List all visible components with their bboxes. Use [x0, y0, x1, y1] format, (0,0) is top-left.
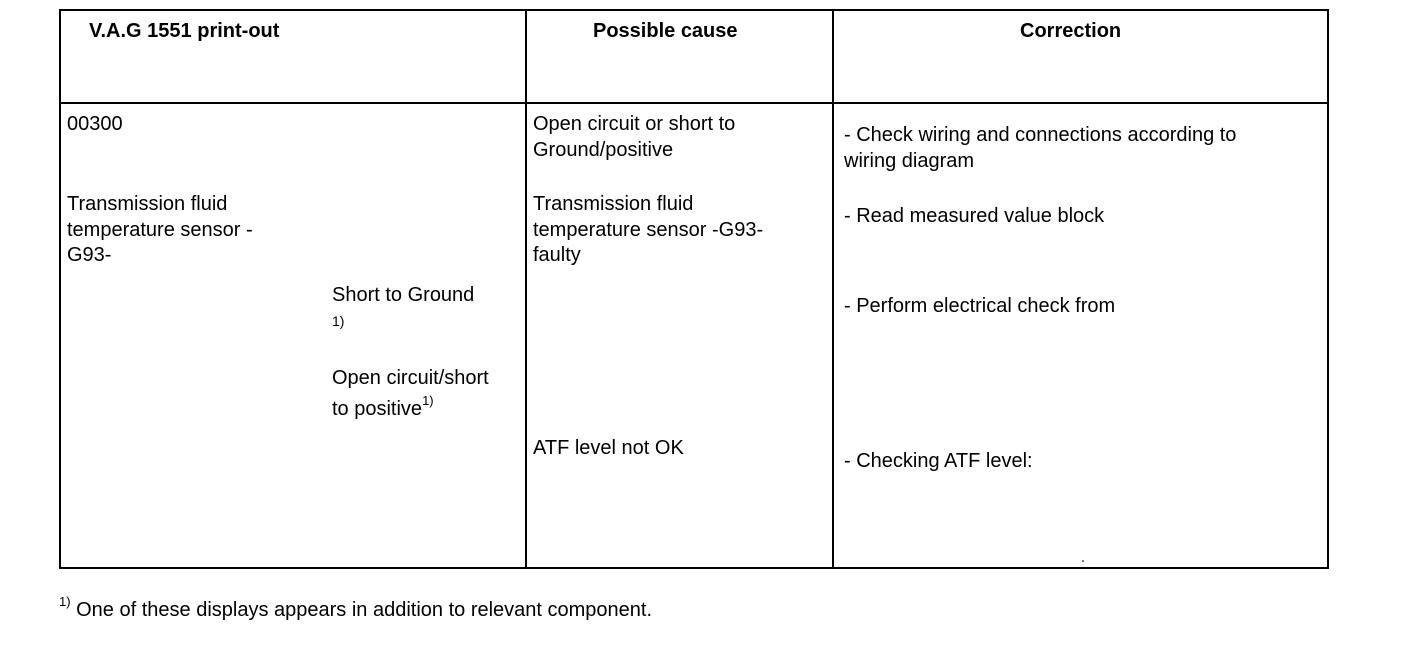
- correction-1-line-1: - Check wiring and connections according to: [844, 124, 1237, 146]
- header-printout: V.A.G 1551 print-out: [89, 20, 280, 42]
- correction-4: - Checking ATF level:: [844, 450, 1033, 472]
- component-line-2: temperature sensor -: [67, 219, 253, 241]
- correction-3: - Perform electrical check from: [844, 295, 1116, 317]
- cause-2-line-1: Transmission fluid: [533, 193, 694, 215]
- open-circuit-footnote-ref: 1): [422, 393, 434, 409]
- open-circuit-line-2: to positive$^{1)}$: [332, 393, 434, 420]
- open-circuit-line-1: Open circuit/short: [332, 367, 489, 389]
- header-correction: Correction: [1020, 20, 1122, 42]
- fault-code: 00300: [67, 113, 123, 135]
- stray-dot: [1082, 560, 1084, 562]
- cause-2-line-3: faulty: [533, 244, 581, 266]
- short-to-ground: Short to Ground: [332, 284, 475, 306]
- column-divider: [525, 11, 527, 567]
- footnote: [59, 594, 653, 623]
- short-to-ground-footnote-ref: 1): [332, 313, 345, 329]
- cause-1-line-2: Ground/positive: [533, 139, 674, 161]
- component-line-3: G93-: [67, 244, 112, 266]
- footnote-marker: 1): [59, 594, 71, 610]
- header-possible-cause: Possible cause: [593, 20, 738, 42]
- footnote-text: One of these displays appears in addition to relevant component.: [70, 599, 653, 621]
- column-divider: [832, 11, 834, 567]
- header-divider: [61, 102, 1327, 104]
- diagnostic-table: [59, 9, 1329, 569]
- cause-2-line-2: temperature sensor -G93-: [533, 219, 764, 241]
- component-line-1: Transmission fluid: [67, 193, 228, 215]
- correction-1-line-2: wiring diagram: [844, 150, 975, 172]
- cause-1-line-1: Open circuit or short to: [533, 113, 736, 135]
- cause-3: ATF level not OK: [533, 437, 684, 459]
- correction-2: - Read measured value block: [844, 205, 1105, 227]
